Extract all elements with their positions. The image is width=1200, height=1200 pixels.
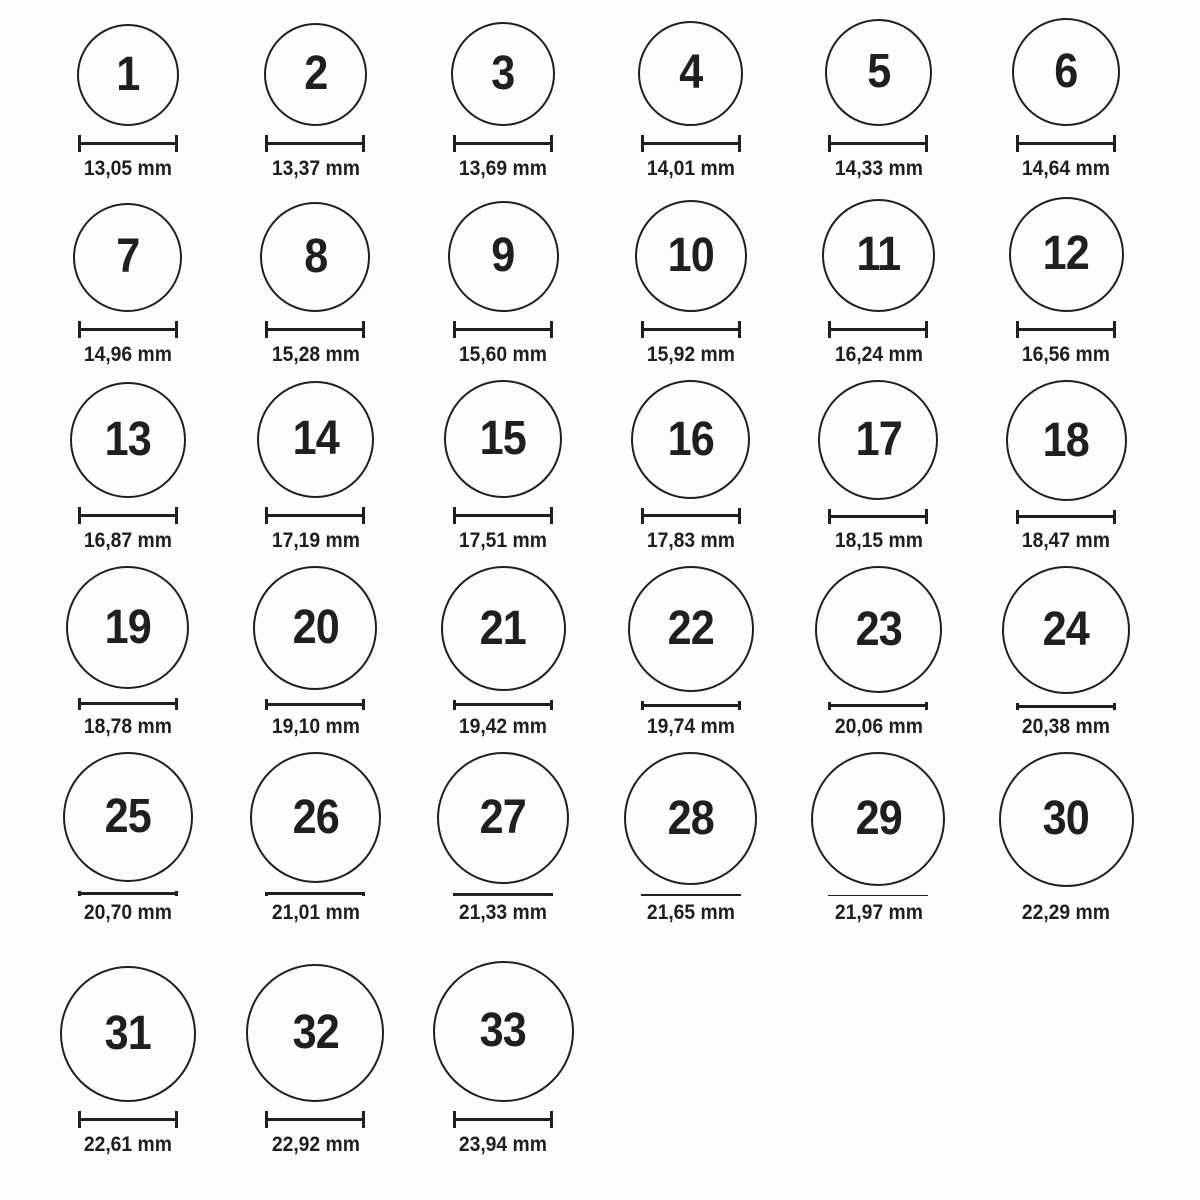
diameter-label-text: 14,96 mm [83, 342, 172, 366]
ring-size-cell [972, 380, 1160, 566]
ring-circle [448, 201, 559, 312]
ring-size-number: 22 [667, 602, 714, 655]
ring-size-cell [972, 194, 1160, 380]
ring-size-cell [222, 566, 410, 752]
ring-circle [253, 566, 377, 690]
ring-size-cell [34, 752, 222, 938]
diameter-label-text: 18,78 mm [83, 714, 172, 738]
ring-size-number: 16 [667, 412, 714, 466]
diameter-label [643, 715, 739, 738]
measure-bar [453, 700, 553, 710]
diameter-label [268, 343, 364, 366]
diameter-label [80, 343, 176, 366]
ring-size-number: 29 [855, 792, 902, 845]
diameter-label [455, 157, 551, 180]
diameter-label-text: 22,29 mm [1022, 900, 1111, 924]
diameter-label [455, 715, 551, 738]
diameter-label-text: 16,56 mm [1022, 342, 1111, 366]
ring-size-cell [597, 380, 785, 566]
ring-circle [66, 566, 189, 689]
ring-circle [63, 752, 193, 882]
measure-bar [453, 507, 553, 524]
diameter-label-text: 20,38 mm [1022, 714, 1111, 738]
diameter-label [1018, 715, 1114, 738]
ring-circle [638, 21, 743, 126]
ring-circle [73, 203, 182, 312]
measure-bar [453, 321, 553, 338]
diameter-label [643, 529, 739, 552]
diameter-label-text: 14,64 mm [1022, 156, 1111, 180]
ring-size-cell [222, 938, 410, 1170]
diameter-label [268, 715, 364, 738]
diameter-label [831, 715, 927, 738]
ring-circle [818, 380, 938, 500]
diameter-label-text: 15,60 mm [459, 342, 548, 366]
diameter-label [831, 157, 927, 180]
ring-circle [444, 380, 562, 498]
ring-size-number: 21 [480, 601, 527, 655]
ring-size-number: 30 [1043, 792, 1090, 846]
ring-circle [1006, 380, 1127, 501]
measure-bar [78, 698, 178, 710]
diameter-label-text: 13,69 mm [459, 156, 548, 180]
ring-size-cell [34, 938, 222, 1170]
diameter-label [1018, 157, 1114, 180]
diameter-label-text: 13,05 mm [83, 156, 172, 180]
ring-size-cell [409, 194, 597, 380]
ring-size-cell [409, 380, 597, 566]
ring-size-number: 2 [303, 47, 328, 101]
diameter-label-text: 13,37 mm [271, 156, 360, 180]
measure-bar [78, 891, 178, 896]
ring-size-cell [222, 8, 410, 194]
ring-size-number: 19 [104, 600, 151, 654]
ring-size-number: 17 [855, 413, 902, 466]
measure-bar [828, 509, 928, 524]
diameter-label [643, 343, 739, 366]
ring-circle [628, 566, 754, 692]
measure-bar [78, 135, 178, 152]
measure-bar [828, 895, 928, 896]
measure-bar [265, 699, 365, 710]
diameter-label [831, 343, 927, 366]
ring-size-number: 14 [292, 412, 339, 466]
diameter-label-text: 20,70 mm [83, 900, 172, 924]
measure-bar [1016, 510, 1116, 524]
ring-size-number: 27 [480, 791, 527, 844]
measure-bar [453, 1111, 553, 1128]
diameter-label-text: 16,24 mm [834, 342, 923, 366]
ring-circle [260, 202, 370, 312]
ring-size-cell [409, 938, 597, 1170]
ring-circle [250, 752, 381, 883]
ring-circle [1012, 18, 1120, 126]
diameter-label [831, 529, 927, 552]
ring-size-number: 12 [1043, 227, 1090, 281]
diameter-label [80, 715, 176, 738]
ring-size-cell [597, 194, 785, 380]
measure-bar [1016, 135, 1116, 152]
ring-size-cell [222, 380, 410, 566]
ring-size-cell [597, 566, 785, 752]
ring-circle [70, 382, 186, 498]
measure-bar [828, 135, 928, 152]
ring-size-cell [972, 566, 1160, 752]
ring-size-cell [597, 752, 785, 938]
diameter-label-text: 15,92 mm [646, 342, 735, 366]
diameter-label-text: 14,01 mm [646, 156, 735, 180]
ring-size-cell [34, 380, 222, 566]
ring-size-number: 5 [866, 45, 891, 99]
ring-circle [635, 200, 747, 312]
ring-size-number: 9 [491, 229, 515, 283]
ring-size-number: 11 [856, 228, 901, 282]
ring-size-cell [972, 752, 1160, 938]
diameter-label [455, 343, 551, 366]
ring-circle [257, 381, 374, 498]
ring-size-number: 25 [104, 790, 151, 843]
ring-size-number: 24 [1043, 603, 1090, 656]
ring-size-number: 7 [116, 230, 140, 284]
measure-bar [641, 894, 741, 896]
ring-circle [451, 22, 555, 126]
diameter-label [455, 1133, 551, 1156]
ring-size-number: 26 [292, 790, 339, 844]
ring-size-cell [409, 752, 597, 938]
measure-bar [265, 892, 365, 896]
diameter-label [831, 901, 927, 924]
measure-bar [828, 321, 928, 338]
measure-bar [641, 135, 741, 152]
ring-size-number: 23 [855, 602, 902, 656]
ring-circle [1002, 566, 1130, 694]
diameter-label-text: 19,74 mm [646, 714, 735, 738]
ring-size-number: 32 [292, 1005, 339, 1059]
diameter-label [1018, 343, 1114, 366]
measure-bar [265, 1111, 365, 1128]
diameter-label [80, 529, 176, 552]
measure-bar [1016, 321, 1116, 338]
diameter-label-text: 14,33 mm [834, 156, 923, 180]
ring-circle [811, 752, 945, 886]
measure-bar [453, 893, 553, 896]
ring-size-cell [785, 8, 973, 194]
ring-size-cell [409, 8, 597, 194]
diameter-label [80, 1133, 176, 1156]
ring-size-number: 1 [116, 47, 140, 101]
measure-bar [78, 321, 178, 338]
ring-size-number: 4 [679, 46, 703, 100]
diameter-label-text: 23,94 mm [459, 1132, 548, 1156]
ring-size-cell [785, 380, 973, 566]
ring-circle [825, 19, 932, 126]
ring-size-cell [785, 752, 973, 938]
ring-size-number: 15 [480, 412, 527, 465]
diameter-label [1018, 529, 1114, 552]
measure-bar [641, 508, 741, 524]
diameter-label-text: 19,42 mm [459, 714, 548, 738]
ring-circle [1009, 197, 1124, 312]
diameter-label [455, 529, 551, 552]
diameter-label-text: 19,10 mm [271, 714, 360, 738]
ring-circle [437, 752, 569, 884]
ring-size-cell [785, 194, 973, 380]
diameter-label-text: 18,47 mm [1022, 528, 1111, 552]
diameter-label-text: 16,87 mm [83, 528, 172, 552]
measure-bar [265, 321, 365, 338]
ring-size-number: 13 [104, 412, 151, 466]
diameter-label-text: 22,92 mm [271, 1132, 360, 1156]
ring-size-number: 18 [1043, 413, 1090, 467]
measure-bar [78, 1111, 178, 1128]
diameter-label [455, 901, 551, 924]
ring-size-cell [785, 566, 973, 752]
measure-bar [641, 321, 741, 338]
measure-bar [265, 507, 365, 524]
ring-circle [441, 566, 566, 691]
ring-size-cell [34, 8, 222, 194]
ring-circle [246, 964, 384, 1102]
diameter-label [1018, 901, 1114, 924]
ring-circle [624, 752, 757, 885]
ring-size-cell [222, 194, 410, 380]
ring-size-number: 20 [292, 601, 339, 654]
diameter-label [80, 901, 176, 924]
diameter-label-text: 22,61 mm [83, 1132, 172, 1156]
diameter-label-text: 17,51 mm [459, 528, 548, 552]
ring-circle [631, 380, 750, 499]
ring-size-cell [972, 8, 1160, 194]
diameter-label [643, 901, 739, 924]
measure-bar [265, 135, 365, 152]
diameter-label-text: 21,65 mm [646, 900, 735, 924]
diameter-label [80, 157, 176, 180]
ring-size-number: 3 [491, 46, 515, 100]
ring-circle [77, 24, 179, 126]
ring-size-number: 31 [104, 1006, 151, 1060]
ring-circle [815, 566, 942, 693]
diameter-label-text: 21,33 mm [459, 900, 548, 924]
measure-bar [828, 702, 928, 710]
ring-size-number: 6 [1054, 44, 1078, 98]
ring-size-cell [222, 752, 410, 938]
diameter-label [643, 157, 739, 180]
ring-size-number: 33 [480, 1004, 527, 1058]
diameter-label [268, 529, 364, 552]
ring-size-cell [34, 194, 222, 380]
ring-size-number: 10 [667, 228, 714, 282]
diameter-label [268, 901, 364, 924]
diameter-label-text: 20,06 mm [834, 714, 923, 738]
diameter-label-text: 15,28 mm [271, 342, 360, 366]
measure-bar [453, 135, 553, 152]
ring-circle [433, 961, 574, 1102]
ring-size-number: 8 [303, 229, 328, 283]
diameter-label-text: 17,19 mm [271, 528, 360, 552]
diameter-label [268, 157, 364, 180]
ring-size-cell [409, 566, 597, 752]
ring-circle [999, 752, 1134, 887]
measure-bar [78, 507, 178, 524]
ring-circle [60, 966, 196, 1102]
diameter-label [268, 1133, 364, 1156]
diameter-label-text: 17,83 mm [646, 528, 735, 552]
diameter-label-text: 21,97 mm [834, 900, 923, 924]
diameter-label-text: 21,01 mm [271, 900, 360, 924]
measure-bar [641, 701, 741, 710]
diameter-label-text: 18,15 mm [834, 528, 923, 552]
ring-circle [264, 23, 367, 126]
ring-size-cell [597, 8, 785, 194]
ring-size-number: 28 [667, 791, 714, 845]
measure-bar [1016, 703, 1116, 710]
ring-size-cell [34, 566, 222, 752]
ring-circle [822, 199, 935, 312]
